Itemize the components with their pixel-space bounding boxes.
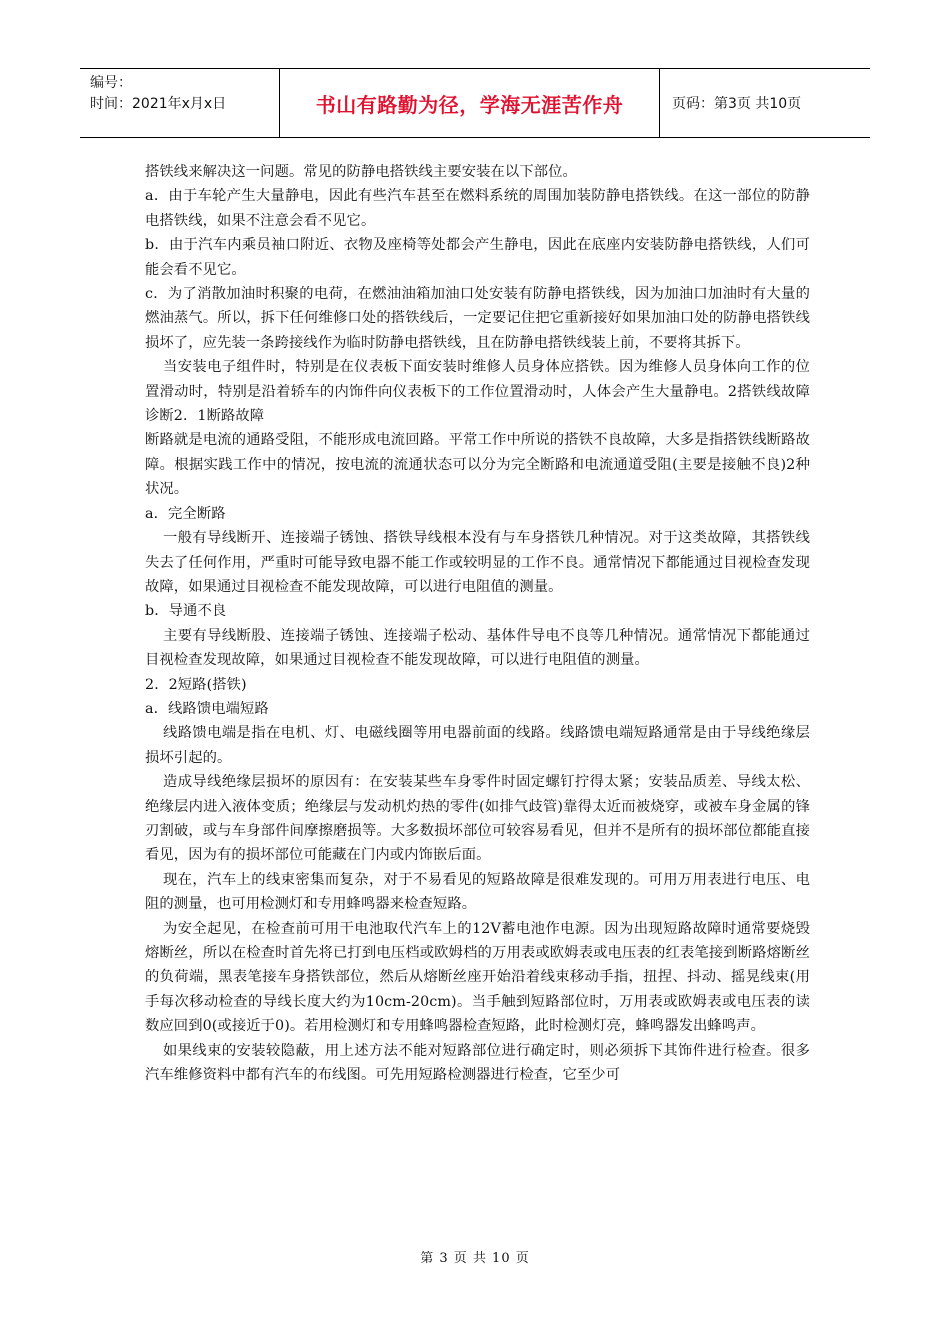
paragraph: 搭铁线来解决这一问题。常见的防静电搭铁线主要安装在以下部位。 bbox=[145, 164, 577, 180]
page-header bbox=[80, 68, 870, 138]
paragraph: 主要有导线断股、连接端子锈蚀、连接端子松动、基体件导电不良等几种情况。通常情况下都能通过目视检查发现故障，如果通过目视检查不能发现故障，可以进行电阻值的测量。 bbox=[145, 627, 810, 669]
paragraph: b．导通不良 bbox=[145, 603, 227, 620]
paragraph: a．线路馈电端短路 bbox=[145, 700, 269, 717]
header-page-info: 页码：第3页 共10页 bbox=[672, 96, 802, 112]
document-number-label: 编号： bbox=[90, 75, 132, 91]
paragraph: 线路馈电端是指在电机、灯、电磁线圈等用电器前面的线路。线路馈电端短路通常是由于导线绝缘层损坏引起的。 bbox=[145, 725, 810, 766]
paragraph: 一般有导线断开、连接端子锈蚀、搭铁导线根本没有与车身搭铁几种情况。对于这类故障，其搭铁线失去了任何作用，严重时可能导致电器不能工作或较明显的工作不良。通常情况下都能通过目视检查发现故障，如果通过目视检查不能发现故障，可以进行电阻值的测量。 bbox=[145, 530, 810, 595]
paragraph: 为安全起见，在检查前可用干电池取代汽车上的12V蓄电池作电源。因为出现短路故障时通常要烧毁熔断丝，所以在检查时首先将已打到电压档或欧姆档的万用表或欧姆表或电压表的红表笔接到断路熔断丝的负荷端，黑表笔接车身搭铁部位，然后从熔断丝座开始沿着线束移动手指，扭捏、抖动、摇晃线束(用手每次移动检查的导线长度大约为10cm-20cm)。当手触到短路部位时，万用表或欧姆表或电压表的读数应回到0(或接近于0)。若用检测灯和专用蜂鸣器检查短路，此时检测灯亮，蜂鸣器发出蜂鸣声。 bbox=[145, 920, 810, 1035]
paragraph: 2．2短路(搭铁) bbox=[145, 676, 247, 693]
paragraph: a．由于车轮产生大量静电，因此有些汽车甚至在燃料系统的周围加装防静电搭铁线。在这一部位的防静电搭铁线，如果不注意会看不见它。 bbox=[145, 188, 810, 229]
paragraph: b．由于汽车内乘员袖口附近、衣物及座椅等处都会产生静电，因此在底座内安装防静电搭铁线，人们可能会看不见它。 bbox=[145, 237, 810, 278]
paragraph: 当安装电子组件时，特别是在仪表板下面安装时维修人员身体应搭铁。因为维修人员身体向工作的位置滑动时，特别是沿着轿车的内饰件向仪表板下的工作位置滑动时，人体会产生大量静电。2搭铁线故障诊断2．1断路故障 bbox=[145, 359, 810, 425]
document-date-label: 时间：2021年x月x日 bbox=[90, 96, 227, 112]
paragraph: a．完全断路 bbox=[145, 505, 226, 522]
document-body bbox=[145, 160, 810, 1087]
paragraph: 断路就是电流的通路受阻，不能形成电流回路。平常工作中所说的搭铁不良故障，大多是指搭铁线断路故障。根据实践工作中的情况，按电流的流通状态可以分为完全断路和电流通道受阻(主要是接触不良)2种状况。 bbox=[145, 432, 810, 498]
header-meta bbox=[80, 69, 280, 137]
page-footer: 第 3 页 共 10 页 bbox=[420, 1251, 530, 1266]
paragraph: 如果线束的安装较隐蔽，用上述方法不能对短路部位进行确定时，则必须拆下其饰件进行检查。很多汽车维修资料中都有汽车的布线图。可先用短路检测器进行检查，它至少可 bbox=[145, 1042, 810, 1084]
paragraph: c．为了消散加油时积聚的电荷，在燃油油箱加油口处安装有防静电搭铁线，因为加油口加油时有大量的燃油蒸气。所以，拆下任何维修口处的搭铁线后，一定要记住把它重新接好如果加油口处的防静电搭铁线损坏了，应先装一条跨接线作为临时防静电搭铁线，且在防静电搭铁线装上前，不要将其拆下。 bbox=[145, 286, 810, 351]
paragraph: 造成导线绝缘层损坏的原因有：在安装某些车身零件时固定螺钉拧得太紧；安装品质差、导线太松、绝缘层内进入液体变质；绝缘层与发动机灼热的零件(如排气歧管)靠得太近而被烧穿，或被车身金属的锋刃割破，或与车身部件间摩擦磨损等。大多数损坏部位可较容易看见，但并不是所有的损坏部位都能直接看见，因为有的损坏部位可能藏在门内或内饰嵌后面。 bbox=[145, 774, 810, 864]
paragraph: 现在，汽车上的线束密集而复杂，对于不易看见的短路故障是很难发现的。可用万用表进行电压、电阻的测量，也可用检测灯和专用蜂鸣器来检查短路。 bbox=[145, 871, 810, 913]
header-motto: 书山有路勤为径，学海无涯苦作舟 bbox=[280, 69, 660, 137]
